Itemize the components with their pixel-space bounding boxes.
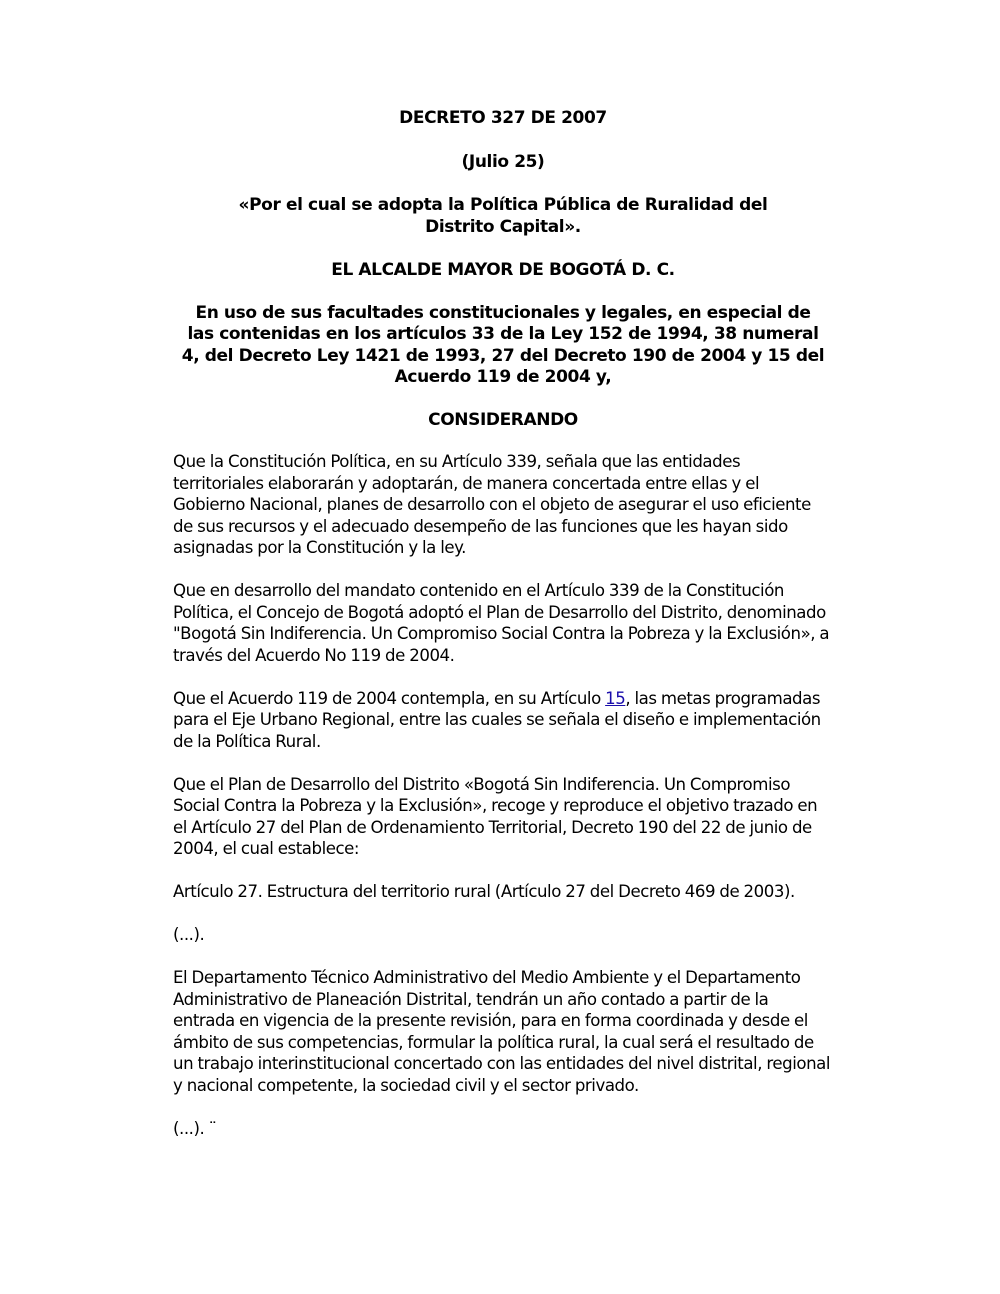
paragraph-acuerdo [173,688,833,753]
paragraph-ellipsis-end: (...). ¨ [173,1118,217,1138]
article-15-link[interactable]: 15 [605,688,626,708]
paragraph-ellipsis: (...). [173,925,205,944]
paragraph-departments: El Departamento Técnico Administrativo del Medio Ambiente y el Departamento Administrativo de Planeación Distrital, tendrán un año contado a partir de la entrada en vigencia de la presente revisión, para en forma coordinada y desde el ámbito de sus competencias, formular la política rural, la cual será el resultado de un trabajo interinstitucional concertado con las entidades del nivel distrital, regional y nacional competente, la sociedad civil y el sector privado. [173,968,831,1095]
paragraph-development-plan: Que en desarrollo del mandato contenido en el Artículo 339 de la Constitución Política, el Concejo de Bogotá adoptó el Plan de Desarrollo del Distrito, denominado "Bogotá Sin Indiferencia. Un Compromiso Social Contra la Pobreza y la Exclusión», a través del Acuerdo No 119 de 2004. [173,581,830,665]
issuing-authority: EL ALCALDE MAYOR DE BOGOTÁ D. C. [331,260,675,280]
decree-subject: «Por el cual se adopta la Política Pública de Ruralidad del Distrito Capital». [238,195,768,237]
decree-title: DECRETO 327 DE 2007 [399,108,607,128]
considering-heading: CONSIDERANDO [428,409,578,430]
document-page [173,108,833,1161]
decree-date: (Julio 25) [461,151,545,172]
paragraph-article-27: Artículo 27. Estructura del territorio rural (Artículo 27 del Decreto 469 de 2003). [173,882,795,901]
paragraph-acuerdo-text-after: , las metas programadas para el Eje Urbano Regional, entre las cuales se señala el diseño e implementación de la Política Rural. [173,688,821,751]
paragraph-plan-objective: Que el Plan de Desarrollo del Distrito «Bogotá Sin Indiferencia. Un Compromiso Social Contra la Pobreza y la Exclusión», recoge y reproduce el objetivo trazado en el Artículo 27 del Plan de Ordenamiento Territorial, Decreto 190 del 22 de junio de 2004, el cual establece: [173,774,818,858]
paragraph-constitution: Que la Constitución Política, en su Artículo 339, señala que las entidades territoriales elaborarán y adoptarán, de manera concertada entre ellas y el Gobierno Nacional, planes de desarrollo con el objeto de asegurar el uso eficiente de sus recursos y el adecuado desempeño de las funciones que les hayan sido asignadas por la Constitución y la ley. [173,452,811,557]
paragraph-acuerdo-text-before: Que el Acuerdo 119 de 2004 contempla, en su Artículo [173,688,606,708]
legal-powers: En uso de sus facultades constitucionales y legales, en especial de las contenidas en los artículos 33 de la Ley 152 de 1994, 38 numeral 4, del Decreto Ley 1421 de 1993, 27 del Decreto 190 de 2004 y 15 del Acuerdo 119 de 2004 y, [181,302,825,387]
